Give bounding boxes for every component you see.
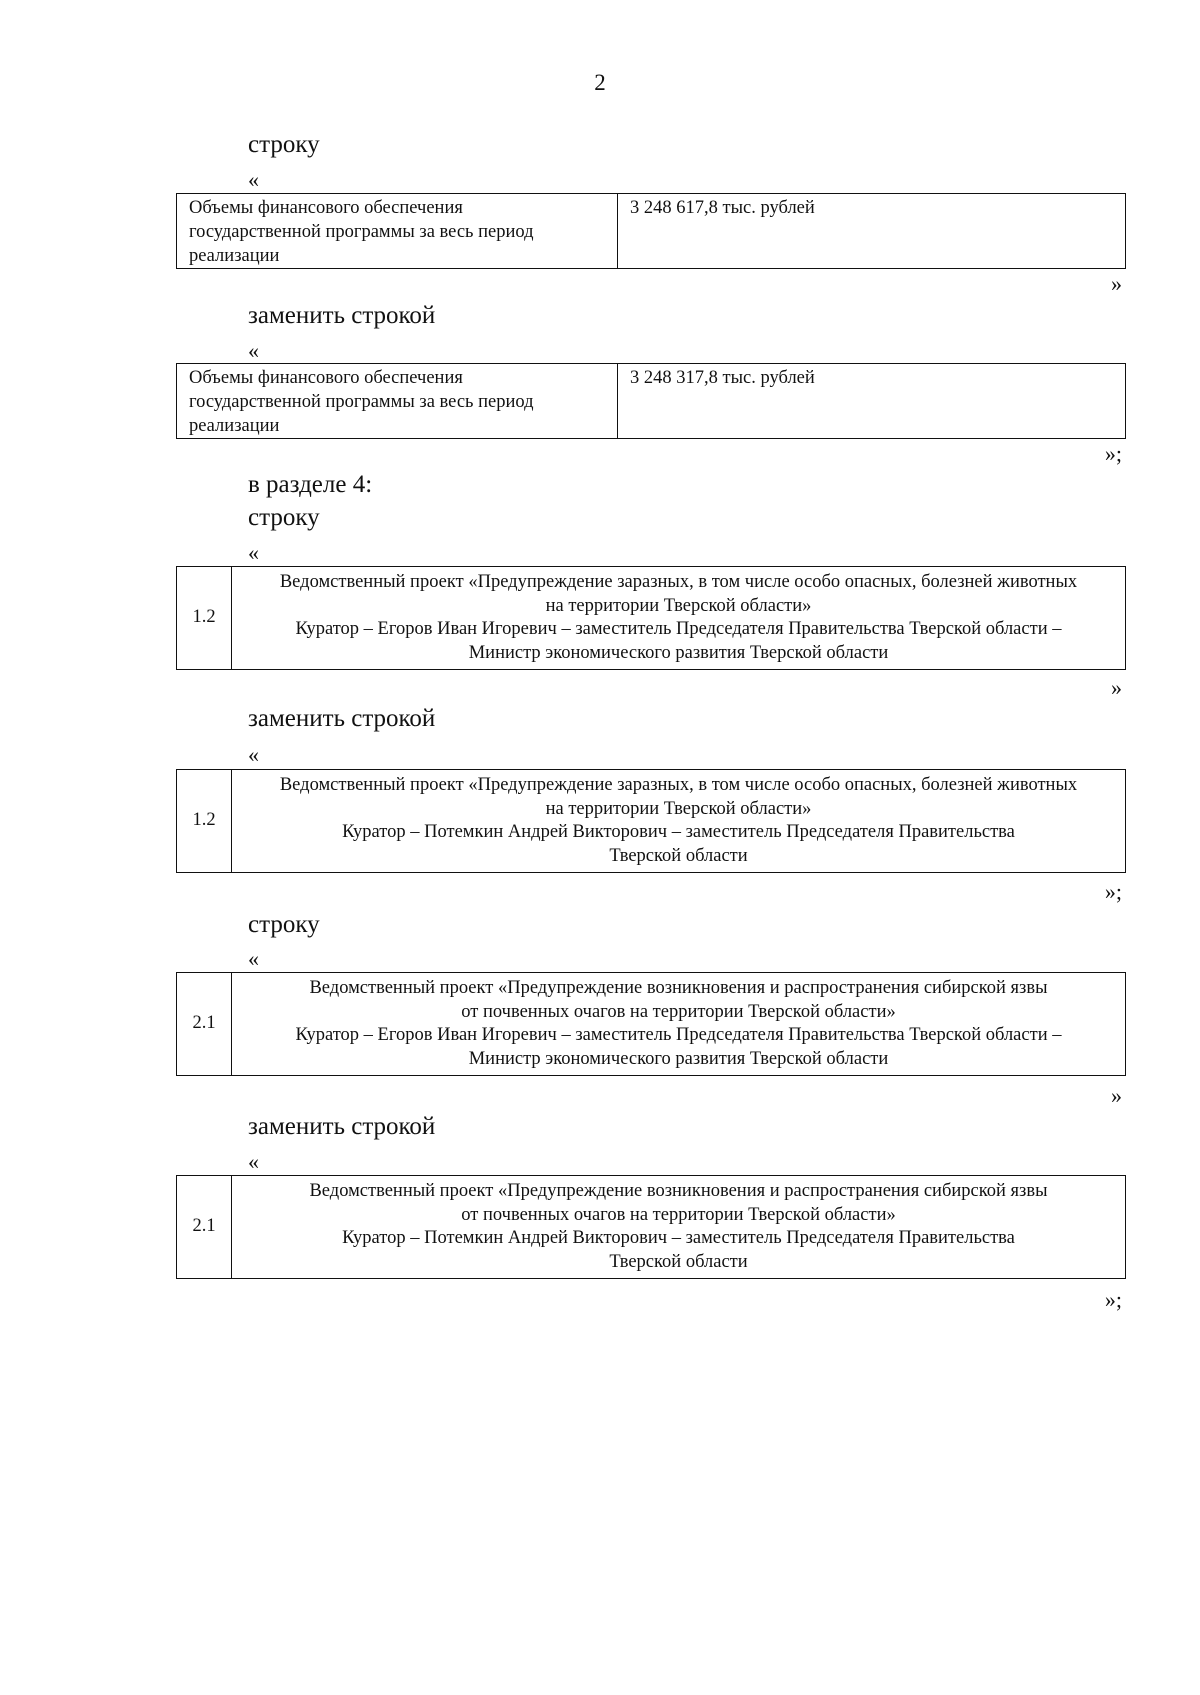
finance-table (176, 193, 1126, 269)
row-number-cell: 1.2 (177, 567, 232, 670)
entry-heading: заменить строкой (248, 705, 436, 732)
project-description-cell (232, 973, 1126, 1076)
finance-table (176, 363, 1126, 439)
close-quote: »; (1104, 879, 1122, 904)
project-line: на территории Тверской области» (545, 595, 812, 616)
curator-line: Тверской области (609, 1251, 748, 1272)
table-row (177, 973, 1126, 1076)
curator-line: Куратор – Потемкин Андрей Викторович – заместитель Председателя Правительства (342, 1228, 1015, 1248)
project-line: Ведомственный проект «Предупреждение заразных, в том числе особо опасных, болезней животных (279, 775, 1078, 795)
project-table (176, 769, 1126, 873)
project-line: на территории Тверской области» (545, 798, 812, 819)
row-number-cell: 2.1 (177, 973, 232, 1076)
row-number-cell: 2.1 (177, 1176, 232, 1279)
finance-value-cell: 3 248 617,8 тыс. рублей (618, 194, 1126, 269)
block-heading: строку (248, 131, 320, 158)
curator-line: Куратор – Потемкин Андрей Викторович – заместитель Председателя Правительства (342, 822, 1015, 842)
project-line: от почвенных очагов на территории Тверской области» (461, 1204, 896, 1225)
project-line: Ведомственный проект «Предупреждение возникновения и распространения сибирской язвы (309, 1181, 1048, 1201)
entry-heading: строку (248, 504, 320, 531)
finance-label-line: Объемы финансового обеспечения (189, 368, 463, 388)
open-quote: « (248, 167, 259, 192)
table-row (177, 770, 1126, 873)
curator-line: Куратор – Егоров Иван Игоревич – заместитель Председателя Правительства Тверской области – (295, 619, 1062, 639)
entry-heading: заменить строкой (248, 1113, 436, 1140)
page-number: 2 (594, 70, 606, 95)
finance-label-line: реализации (189, 246, 280, 266)
project-description-cell (232, 567, 1126, 670)
close-quote: » (1111, 1083, 1122, 1108)
finance-value-cell: 3 248 317,8 тыс. рублей (618, 364, 1126, 439)
row-number-cell: 1.2 (177, 770, 232, 873)
project-line: Ведомственный проект «Предупреждение заразных, в том числе особо опасных, болезней животных (279, 572, 1078, 592)
open-quote: « (248, 742, 259, 767)
close-quote: »; (1104, 441, 1122, 466)
section-heading: в разделе 4: (248, 471, 373, 498)
project-table (176, 1175, 1126, 1279)
project-table (176, 566, 1126, 670)
curator-line: Министр экономического развития Тверской области (468, 642, 889, 663)
table-row (177, 194, 1126, 269)
block-heading: заменить строкой (248, 302, 436, 329)
project-description-cell (232, 770, 1126, 873)
project-line: от почвенных очагов на территории Тверской области» (461, 1001, 896, 1022)
close-quote: »; (1104, 1287, 1122, 1312)
table-row (177, 1176, 1126, 1279)
close-quote: » (1111, 675, 1122, 700)
project-description-cell (232, 1176, 1126, 1279)
open-quote: « (248, 338, 259, 363)
entry-heading: строку (248, 911, 320, 938)
project-table (176, 972, 1126, 1076)
table-row (177, 567, 1126, 670)
open-quote: « (248, 1149, 259, 1174)
finance-label-line: государственной программы за весь период (189, 392, 534, 412)
finance-label-line: Объемы финансового обеспечения (189, 198, 463, 218)
table-row (177, 364, 1126, 439)
curator-line: Тверской области (609, 845, 748, 866)
open-quote: « (248, 540, 259, 565)
finance-label-cell (177, 364, 618, 439)
curator-line: Куратор – Егоров Иван Игоревич – заместитель Председателя Правительства Тверской области – (295, 1025, 1062, 1045)
curator-line: Министр экономического развития Тверской области (468, 1048, 889, 1069)
finance-label-line: реализации (189, 416, 280, 436)
project-line: Ведомственный проект «Предупреждение возникновения и распространения сибирской язвы (309, 978, 1048, 998)
finance-label-line: государственной программы за весь период (189, 222, 534, 242)
finance-label-cell (177, 194, 618, 269)
open-quote: « (248, 946, 259, 971)
close-quote: » (1111, 271, 1122, 296)
